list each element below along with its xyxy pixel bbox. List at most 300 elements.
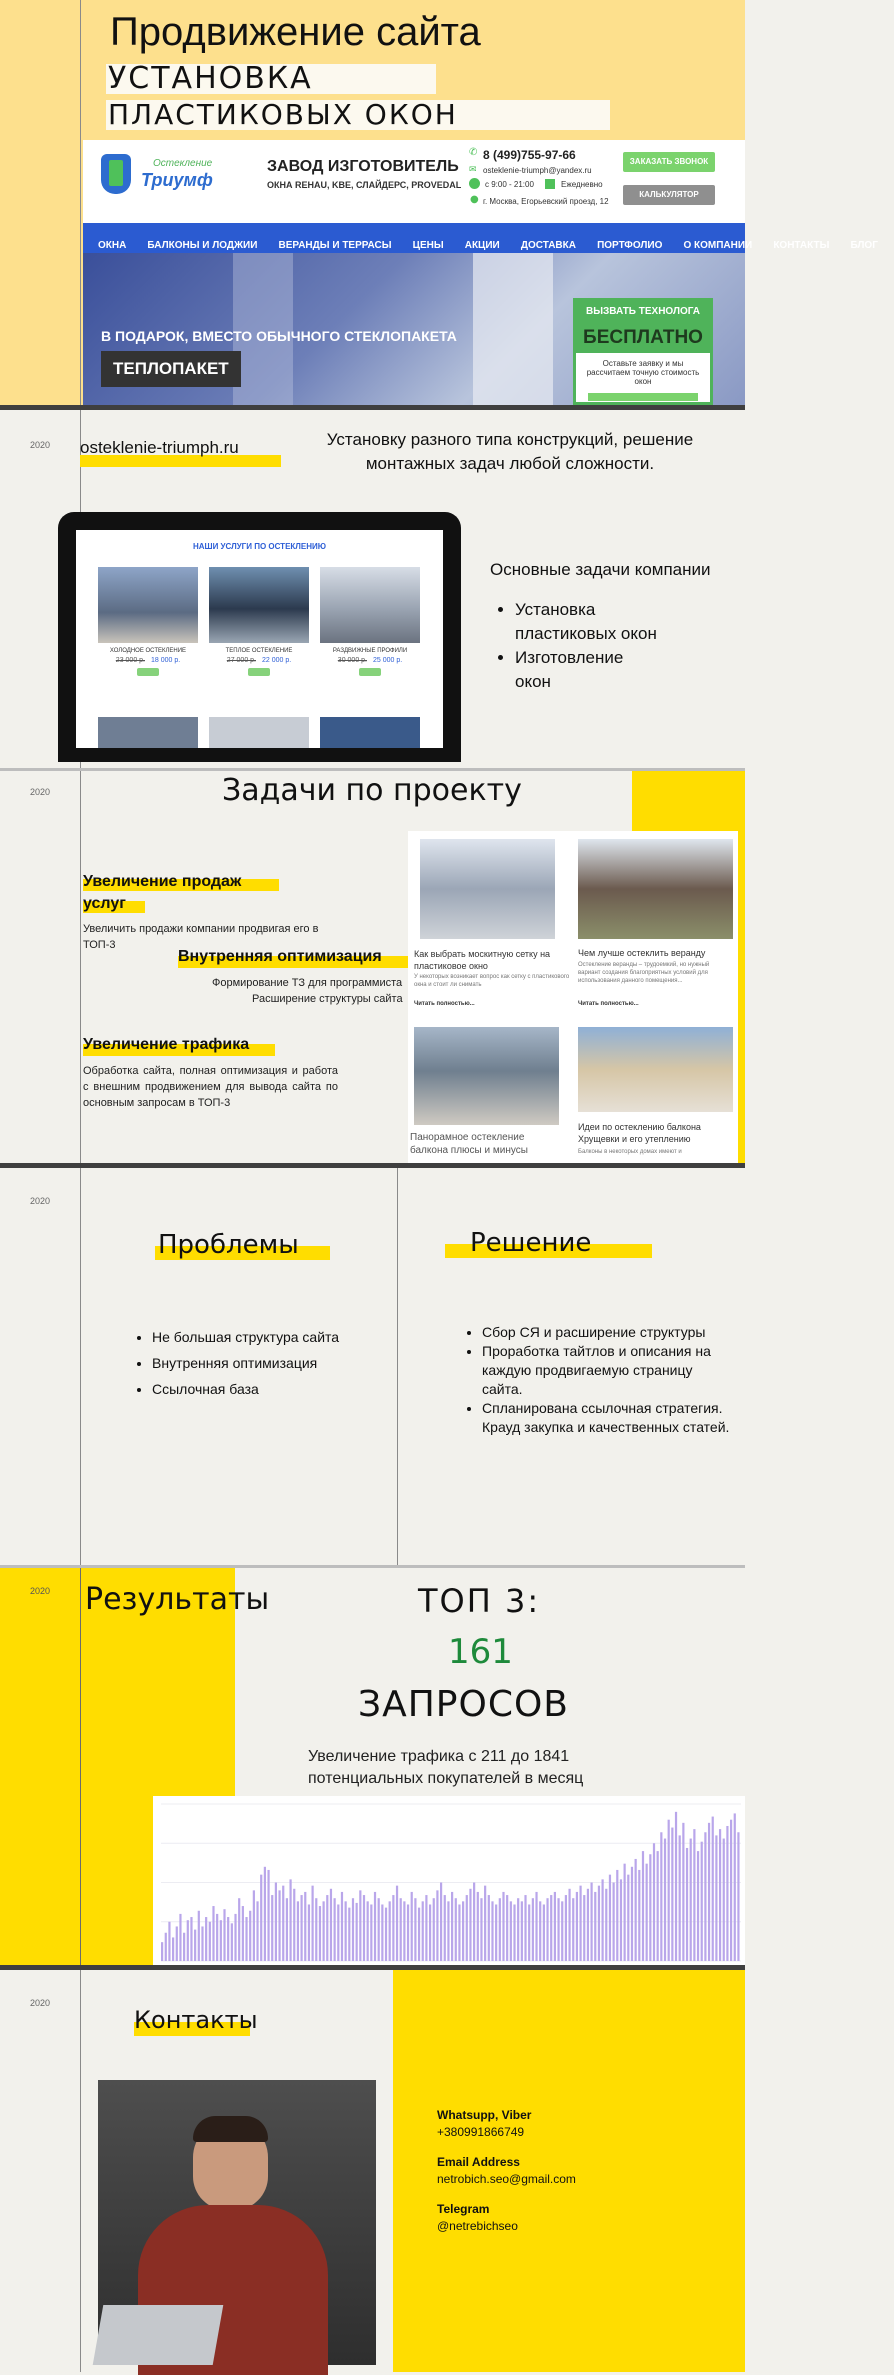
nav-item-delivery[interactable]: ДОСТАВКА [520, 240, 576, 251]
list-item: • Внутренняя оптимизация [152, 1350, 382, 1376]
chart-bar [517, 1898, 519, 1961]
chart-bar [715, 1835, 717, 1961]
chart-bar [488, 1895, 490, 1961]
site-nav [83, 223, 878, 253]
chart-bar [726, 1826, 728, 1961]
card-caption: ТЕПЛОЕ ОСТЕКЛЕНИЕ [225, 648, 293, 654]
chart-bar [337, 1904, 339, 1961]
chart-bar [484, 1886, 486, 1961]
site-logo[interactable] [101, 150, 221, 200]
chart-bar [455, 1898, 457, 1961]
list-item: • Изготовление окон [515, 646, 625, 694]
avatar-hair [193, 2116, 268, 2142]
nav-item-balconies[interactable]: БАЛКОНЫ И ЛОДЖИИ [147, 240, 258, 251]
chart-bar [620, 1879, 622, 1961]
promo-box [573, 298, 713, 405]
pin-icon: ● [470, 194, 479, 205]
site-address: г. Москва, Егорьевский проезд, 12 [483, 197, 609, 206]
chart-bar [286, 1898, 288, 1961]
chart-bar [613, 1883, 615, 1962]
chart-bar [392, 1895, 394, 1961]
chart-bar [557, 1898, 559, 1961]
chart-bar [701, 1842, 703, 1961]
chart-bar [594, 1892, 596, 1961]
chart-bar [275, 1883, 277, 1962]
chart-bar [407, 1904, 409, 1961]
chart-bar [521, 1901, 523, 1961]
chart-bar [598, 1886, 600, 1961]
chart-bar [227, 1917, 229, 1961]
chart-bar [576, 1892, 578, 1961]
chart-bar [627, 1875, 629, 1961]
year-label: 2020 [30, 787, 51, 797]
chart-bar [664, 1839, 666, 1961]
service-card-sliding[interactable] [320, 567, 420, 676]
chart-bar [216, 1914, 218, 1961]
task1-title-b: услуг [83, 895, 126, 912]
chart-bar [668, 1820, 670, 1961]
chart-bar [245, 1917, 247, 1961]
chart-bar [539, 1901, 541, 1961]
site-phone[interactable]: 8 (499)755-97-66 [483, 148, 576, 162]
problems-list [132, 1324, 382, 1402]
chart-bar [723, 1839, 725, 1961]
blog-image [414, 1027, 559, 1125]
chart-bar [267, 1870, 269, 1961]
chart-bar [697, 1851, 699, 1961]
nav-item-windows[interactable]: ОКНА [98, 240, 127, 251]
calendar-icon [545, 179, 555, 189]
list-item: • Проработка тайтлов и описания на каждую продвигаемую страницу сайта. [482, 1342, 732, 1399]
laptop-icon [93, 2305, 224, 2365]
blog-post-text: Остекление веранды – трудоемкий, но нужный вариант создания благоприятных условий для использования данного помещения... [578, 962, 710, 984]
chart-bar [348, 1908, 350, 1961]
list-item: • Сбор СЯ и расширение структуры [482, 1323, 732, 1342]
site-email[interactable]: osteklenie-triumph@yandex.ru [483, 166, 592, 175]
divider-line [80, 1568, 81, 1965]
logo-top-text: Остекление [153, 158, 213, 169]
chart-bar [359, 1890, 361, 1961]
site-domain: osteklenie-triumph.ru [80, 438, 239, 457]
service-card-cold[interactable] [98, 567, 198, 676]
chart-bar [231, 1923, 233, 1961]
chart-bar [370, 1904, 372, 1961]
chart-bar [624, 1864, 626, 1961]
chart-bar [528, 1904, 530, 1961]
site-screenshot [83, 140, 878, 405]
slide-problems [0, 1168, 745, 1565]
chart-bar [550, 1895, 552, 1961]
hero-text: В ПОДАРОК, ВМЕСТО ОБЫЧНОГО СТЕКЛОПАКЕТА [101, 328, 457, 344]
chart-bar [425, 1895, 427, 1961]
traffic-line2: потенциальных покупателей в месяц [308, 1770, 584, 1787]
chart-bar [201, 1926, 203, 1961]
card-old-price: 30 000 р. [337, 657, 367, 664]
chart-bar [172, 1937, 174, 1961]
chart-bar [642, 1851, 644, 1961]
task1-text: Увеличить продажи компании продвигая его в ТОП-3 [83, 923, 319, 951]
chart-bar [708, 1823, 710, 1961]
slide-title [0, 0, 878, 405]
contact-phone[interactable]: +380991866749 [437, 2125, 525, 2139]
card-old-price: 23 000 р. [115, 657, 145, 664]
chart-bar [719, 1829, 721, 1961]
window-frame [473, 253, 553, 405]
laptop-heading: НАШИ УСЛУГИ ПО ОСТЕКЛЕНИЮ [192, 542, 327, 551]
chart-bar [389, 1901, 391, 1961]
chart-bar [444, 1895, 446, 1961]
mail-icon: ✉ [469, 165, 477, 175]
chart-bar [682, 1823, 684, 1961]
chart-bar [253, 1890, 255, 1961]
chart-bar [334, 1898, 336, 1961]
card-new-price: 18 000 р. [151, 657, 181, 664]
chart-bar [543, 1904, 545, 1961]
chart-bar [679, 1835, 681, 1961]
chart-bar [212, 1906, 214, 1961]
chart-bar [737, 1832, 739, 1961]
chart-bar [458, 1904, 460, 1961]
chart-bar [605, 1889, 607, 1961]
contact-email[interactable]: netrobich.seo@gmail.com [437, 2172, 576, 2186]
site-days: Ежедневно [561, 180, 603, 189]
chart-bar [300, 1895, 302, 1961]
blog-post-title[interactable]: Чем лучше остеклить веранду [578, 948, 706, 958]
year-label: 2020 [30, 1586, 51, 1596]
chart-bar [356, 1903, 358, 1961]
chart-bar [451, 1892, 453, 1961]
chart-bar [378, 1898, 380, 1961]
chart-bar [293, 1889, 295, 1961]
chart-bar [587, 1889, 589, 1961]
chart-bar [466, 1895, 468, 1961]
chart-bar [187, 1920, 189, 1961]
queries-label: ЗАПРОСОВ [358, 1684, 569, 1725]
chart-bar [363, 1895, 365, 1961]
nav-item-sales[interactable]: АКЦИИ [464, 240, 500, 251]
chart-bar [712, 1817, 714, 1961]
task2-line1: Формирование ТЗ для программиста [212, 977, 403, 989]
chart-bar [572, 1898, 574, 1961]
chart-bar [400, 1898, 402, 1961]
chart-bar [473, 1883, 475, 1962]
site-hours: с 9:00 - 21:00 [485, 180, 534, 189]
card-image [320, 717, 420, 748]
chart-bar [304, 1892, 306, 1961]
blog-image [420, 839, 555, 939]
chart-bar [198, 1911, 200, 1961]
promo-button[interactable] [588, 393, 698, 401]
traffic-chart-svg [153, 1796, 745, 1965]
year-label: 2020 [30, 440, 51, 450]
chart-bar [635, 1859, 637, 1961]
chart-bar [345, 1901, 347, 1961]
task1-title-a: Увеличение продаж [83, 873, 242, 890]
chart-bar [554, 1892, 556, 1961]
task1-title [83, 871, 241, 915]
chart-bar [462, 1901, 464, 1961]
card-caption: РАЗДВИЖНЫЕ ПРОФИЛИ [332, 648, 408, 654]
chart-bar [524, 1895, 526, 1961]
nav-item-prices[interactable]: ЦЕНЫ [412, 240, 444, 251]
chart-bar [510, 1901, 512, 1961]
laptop-mockup [58, 512, 461, 762]
chart-bar [491, 1901, 493, 1961]
results-title: Результаты [85, 1582, 270, 1617]
card-image [209, 717, 309, 748]
chart-bar [502, 1892, 504, 1961]
chart-bar [590, 1883, 592, 1962]
blog-post-title[interactable]: Идеи по остеклению балкона Хрущевки и его утеплению [578, 1122, 701, 1144]
chart-bar [436, 1890, 438, 1961]
card-button[interactable] [137, 668, 159, 676]
nav-item-portfolio[interactable]: ПОРТФОЛИО [597, 240, 663, 251]
card-image [98, 717, 198, 748]
chart-bar [238, 1898, 240, 1961]
divider-line [80, 1970, 81, 2372]
blog-post-text: У некоторых возникает вопрос как сетку с пластикового окна и стоит ли снимать [414, 974, 570, 988]
column-divider [397, 1168, 398, 1565]
chart-bar [693, 1829, 695, 1961]
calculator-button[interactable]: КАЛЬКУЛЯТОР [623, 185, 715, 205]
chart-bar [223, 1909, 225, 1961]
chart-bar [190, 1917, 192, 1961]
logo-bottom-text: Триумф [141, 170, 213, 190]
chart-bar [256, 1901, 258, 1961]
logo-icon [101, 154, 131, 194]
top-label: ТОП 3: [418, 1582, 541, 1620]
chart-bar [414, 1898, 416, 1961]
chart-bar [403, 1901, 405, 1961]
chart-bar [374, 1892, 376, 1961]
slide-about [0, 410, 745, 768]
chart-bar [282, 1886, 284, 1961]
nav-item-blog[interactable]: БЛОГ [850, 240, 878, 251]
blog-post-title[interactable]: Как выбрать москитную сетку на пластиковое окно [414, 949, 551, 971]
chart-bar [499, 1898, 501, 1961]
chart-bar [396, 1886, 398, 1961]
chart-bar [264, 1867, 266, 1961]
subtitle-line1: УСТАНОВКА [106, 64, 436, 94]
section-title: Задачи по проекту [222, 773, 522, 808]
list-item: • Спланирована ссылочная стратегия. Крауд закупка и качественных статей. [482, 1399, 732, 1437]
chart-bar [308, 1904, 310, 1961]
chart-bar [330, 1889, 332, 1961]
divider-line [80, 0, 81, 405]
list-item: • Установка пластиковых окон [515, 598, 695, 646]
chart-bar [242, 1906, 244, 1961]
task2-line2: Расширение структуры сайта [252, 993, 403, 1005]
slide-tasks [0, 771, 745, 1163]
traffic-chart [153, 1796, 745, 1965]
laptop-screen [76, 530, 443, 748]
contact-label-email: Email Address [437, 2155, 520, 2169]
solutions-list [462, 1323, 732, 1437]
promo-small: Оставьте заявку и мы рассчитаем точную стоимость окон [586, 359, 700, 386]
chart-bar [220, 1920, 222, 1961]
clock-icon [469, 178, 480, 189]
chart-bar [480, 1898, 482, 1961]
chart-bar [609, 1875, 611, 1961]
year-label: 2020 [30, 1998, 51, 2008]
chart-bar [312, 1886, 314, 1961]
chart-bar [616, 1870, 618, 1961]
promo-top: ВЫЗВАТЬ ТЕХНОЛОГА [576, 301, 710, 323]
chart-bar [506, 1895, 508, 1961]
chart-bar [477, 1892, 479, 1961]
chart-bar [234, 1914, 236, 1961]
tasks-list [495, 598, 695, 694]
chart-bar [168, 1922, 170, 1961]
contact-label-phone: Whatsupp, Viber [437, 2108, 532, 2122]
chart-bar [704, 1832, 706, 1961]
chart-bar [165, 1933, 167, 1961]
list-item: • Ссылочная база [152, 1376, 382, 1402]
chart-bar [653, 1843, 655, 1961]
problems-title: Проблемы [158, 1230, 299, 1260]
year-label: 2020 [30, 1196, 51, 1206]
chart-bar [675, 1812, 677, 1961]
chart-bar [315, 1898, 317, 1961]
card-button[interactable] [359, 668, 381, 676]
chart-bar [671, 1828, 673, 1961]
chart-bar [513, 1904, 515, 1961]
chart-bar [730, 1820, 732, 1961]
chart-bar [535, 1892, 537, 1961]
chart-bar [602, 1879, 604, 1961]
chart-bar [532, 1898, 534, 1961]
nav-item-contacts[interactable]: КОНТАКТЫ [773, 240, 830, 251]
list-item: • Не большая структура сайта [152, 1324, 382, 1350]
chart-bar [161, 1942, 163, 1961]
company-sub: ОКНА REHAU, KBE, СЛАЙДЕРС, PROVEDAL [267, 180, 462, 190]
card-image [209, 567, 309, 643]
chart-bar [657, 1851, 659, 1961]
chart-bar [579, 1886, 581, 1961]
card-button[interactable] [248, 668, 270, 676]
hero-badge: ТЕПЛОПАКЕТ [101, 351, 241, 387]
queries-count: 161 [448, 1632, 513, 1672]
chart-bar [289, 1879, 291, 1961]
chart-bar [205, 1917, 207, 1961]
call-button[interactable]: ЗАКАЗАТЬ ЗВОНОК [623, 152, 715, 172]
card-caption: ХОЛОДНОЕ ОСТЕКЛЕНИЕ [109, 648, 187, 654]
chart-bar [433, 1898, 435, 1961]
phone-icon: ✆ [469, 147, 478, 158]
blog-post-title[interactable]: Панорамное остекление балкона плюсы и минусы [410, 1132, 528, 1156]
chart-bar [319, 1906, 321, 1961]
chart-bar [381, 1904, 383, 1961]
chart-bar [183, 1933, 185, 1961]
avatar [98, 2080, 376, 2365]
chart-bar [734, 1813, 736, 1961]
chart-bar [561, 1901, 563, 1961]
chart-bar [194, 1930, 196, 1961]
slide-contacts [0, 1970, 745, 2372]
chart-bar [326, 1895, 328, 1961]
divider-line [80, 771, 81, 1163]
chart-bar [690, 1839, 692, 1961]
chart-bar [447, 1901, 449, 1961]
subtitle-line2: ПЛАСТИКОВЫХ ОКОН [106, 100, 610, 130]
card-image [320, 567, 420, 643]
slide-results [0, 1568, 745, 1965]
page-title: Продвижение сайта [110, 10, 481, 54]
chart-bar [352, 1898, 354, 1961]
chart-bar [583, 1895, 585, 1961]
traffic-line1: Увеличение трафика с 211 до 1841 [308, 1748, 570, 1765]
chart-bar [469, 1889, 471, 1961]
chart-bar [260, 1875, 262, 1961]
chart-bar [649, 1854, 651, 1961]
solution-title: Решение [470, 1228, 592, 1258]
blog-post-text: Балконы в некоторых домах имеют и [578, 1149, 682, 1155]
chart-bar [323, 1901, 325, 1961]
chart-bar [278, 1890, 280, 1961]
chart-bar [176, 1926, 178, 1961]
site-description: Установку разного типа конструкций, решение монтажных задач любой сложности. [326, 430, 694, 473]
hero-banner [83, 253, 745, 405]
chart-bar [646, 1864, 648, 1961]
nav-item-about[interactable]: О КОМПАНИИ [683, 240, 753, 251]
task2-title: Внутренняя оптимизация [178, 948, 382, 965]
company-name: ЗАВОД ИЗГОТОВИТЕЛЬ [267, 158, 459, 175]
contact-block [437, 2108, 717, 2233]
contact-telegram[interactable]: @netrebichseo [437, 2219, 518, 2233]
chart-bar [209, 1922, 211, 1961]
blog-image [578, 1027, 733, 1112]
chart-bar [385, 1908, 387, 1961]
chart-bar [631, 1867, 633, 1961]
contacts-title: Контакты [134, 2006, 258, 2034]
card-new-price: 25 000 р. [373, 657, 403, 664]
blog-read-more[interactable]: Читать полностью... [414, 1001, 475, 1007]
chart-bar [546, 1898, 548, 1961]
divider-line [80, 1168, 81, 1565]
promo-big: БЕСПЛАТНО [576, 323, 710, 353]
chart-bar [367, 1901, 369, 1961]
chart-bar [341, 1892, 343, 1961]
service-card-warm[interactable] [209, 567, 309, 676]
chart-bar [660, 1832, 662, 1961]
chart-bar [565, 1895, 567, 1961]
task3-title: Увеличение трафика [83, 1036, 250, 1053]
chart-bar [440, 1883, 442, 1962]
tasks-title: Основные задачи компании [490, 560, 711, 579]
chart-bar [418, 1908, 420, 1961]
nav-item-verandas[interactable]: ВЕРАНДЫ И ТЕРРАСЫ [278, 240, 392, 251]
chart-bar [686, 1848, 688, 1961]
left-band [0, 0, 80, 405]
chart-bar [568, 1889, 570, 1961]
task3-text: Обработка сайта, полная оптимизация и работа с внешним продвижением для вывода сайта по основным запросам в ТОП-3 [83, 1065, 338, 1109]
chart-bar [411, 1892, 413, 1961]
blog-screenshot [408, 831, 738, 1163]
contact-label-telegram: Telegram [437, 2202, 490, 2216]
chart-bar [249, 1911, 251, 1961]
chart-bar [638, 1870, 640, 1961]
chart-bar [422, 1901, 424, 1961]
card-new-price: 22 000 р. [262, 657, 292, 664]
card-image [98, 567, 198, 643]
chart-bar [297, 1901, 299, 1961]
chart-bar [495, 1904, 497, 1961]
chart-bar [179, 1914, 181, 1961]
blog-read-more[interactable]: Читать полностью... [578, 1001, 639, 1007]
chart-bar [271, 1895, 273, 1961]
card-old-price: 27 000 р. [226, 657, 256, 664]
chart-bar [429, 1904, 431, 1961]
